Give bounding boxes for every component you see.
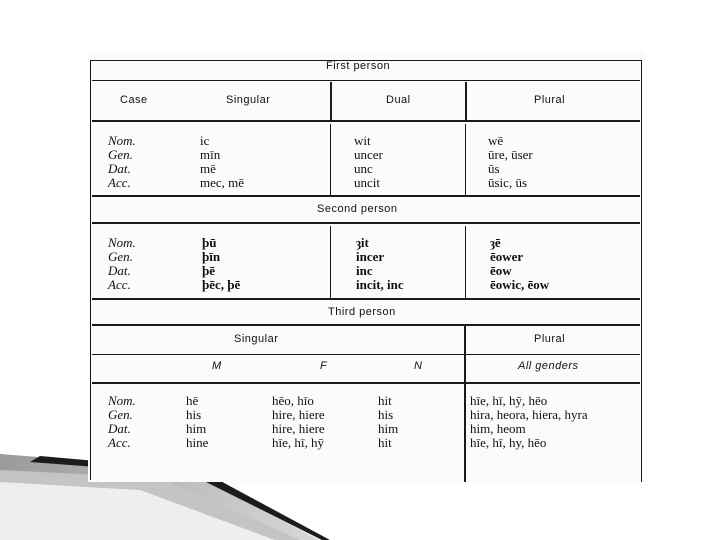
form-cell: hīe, hī, hȳ, hēo xyxy=(470,393,548,408)
form-cell: ic xyxy=(200,133,210,148)
rule-header-bottom xyxy=(92,120,640,122)
singular-heading: Singular xyxy=(226,94,271,106)
rule-col-1 xyxy=(330,82,332,120)
case-dat: Dat. xyxy=(108,161,131,176)
rule-col-third xyxy=(464,326,466,482)
form-cell: ēower xyxy=(490,249,524,264)
rule-col-2 xyxy=(465,82,467,120)
form-cell: him, heom xyxy=(470,421,526,436)
case-labels-third xyxy=(108,394,136,450)
case-acc: Acc. xyxy=(108,435,131,450)
form-cell: incer xyxy=(356,249,385,264)
form-cell: him xyxy=(378,421,399,436)
plural-heading: Plural xyxy=(534,94,566,106)
rule-col-1c xyxy=(330,226,331,298)
third-masculine-forms xyxy=(186,394,208,450)
first-plural-forms xyxy=(488,134,533,190)
case-labels-first xyxy=(108,134,136,190)
case-gen: Gen. xyxy=(108,249,133,264)
rule-col-1b xyxy=(330,124,331,196)
form-cell: þū xyxy=(202,235,217,250)
rule-gender-top xyxy=(92,354,640,355)
form-cell: hine xyxy=(186,435,209,450)
form-cell: wē xyxy=(488,133,504,148)
form-cell: ūsic, ūs xyxy=(488,175,527,190)
rule-second-top xyxy=(92,195,640,197)
neuter-heading: N xyxy=(414,360,423,372)
rule-col-2c xyxy=(465,226,466,298)
third-person-heading: Third person xyxy=(328,306,396,318)
form-cell: ēowic, ēow xyxy=(490,277,550,292)
third-feminine-forms xyxy=(272,394,325,450)
masculine-heading: M xyxy=(212,360,222,372)
case-nom: Nom. xyxy=(108,235,136,250)
third-singular-heading: Singular xyxy=(234,333,279,345)
form-cell: mīn xyxy=(200,147,221,162)
rule-left xyxy=(90,60,91,480)
form-cell: hira, heora, hiera, hyra xyxy=(470,407,588,422)
feminine-heading: F xyxy=(320,360,328,372)
form-cell: hit xyxy=(378,435,392,450)
form-cell: þīn xyxy=(202,249,221,264)
case-dat: Dat. xyxy=(108,421,131,436)
form-cell: hīe, hī, hȳ xyxy=(272,435,324,450)
form-cell: mec, mē xyxy=(200,175,245,190)
case-gen: Gen. xyxy=(108,407,133,422)
second-plural-forms xyxy=(490,236,549,292)
form-cell: hire, hiere xyxy=(272,421,325,436)
case-labels-second xyxy=(108,236,136,292)
form-cell: hit xyxy=(378,393,392,408)
form-cell: hire, hiere xyxy=(272,407,325,422)
form-cell: hē xyxy=(186,393,199,408)
rule-col-2b xyxy=(465,124,466,196)
form-cell: him xyxy=(186,421,207,436)
form-cell: hīe, hī, hy, hēo xyxy=(470,435,547,450)
dual-heading: Dual xyxy=(386,94,411,106)
first-person-heading: First person xyxy=(326,60,391,72)
form-cell: ūre, ūser xyxy=(488,147,533,162)
form-cell: hēo, hīo xyxy=(272,393,314,408)
case-acc: Acc. xyxy=(108,175,131,190)
rule-gender-bottom xyxy=(92,382,640,384)
form-cell: inc xyxy=(356,263,373,278)
form-cell: uncer xyxy=(354,147,383,162)
form-cell: uncit xyxy=(354,175,380,190)
case-acc: Acc. xyxy=(108,277,131,292)
rule-first-person xyxy=(92,80,640,81)
form-cell: mē xyxy=(200,161,216,176)
form-cell: ūs xyxy=(488,161,500,176)
case-dat: Dat. xyxy=(108,263,131,278)
form-cell: incit, inc xyxy=(356,277,404,292)
case-gen: Gen. xyxy=(108,147,133,162)
form-cell: þēc, þē xyxy=(202,277,241,292)
third-plural-heading: Plural xyxy=(534,333,566,345)
first-dual-forms xyxy=(354,134,383,190)
case-nom: Nom. xyxy=(108,393,136,408)
pronoun-table xyxy=(88,52,644,482)
third-plural-forms xyxy=(470,394,588,450)
rule-third-top xyxy=(92,298,640,300)
form-cell: his xyxy=(378,407,394,422)
second-singular-forms xyxy=(202,236,240,292)
form-cell: wit xyxy=(354,133,371,148)
third-neuter-forms xyxy=(378,394,398,450)
second-person-heading: Second person xyxy=(317,203,398,215)
case-nom: Nom. xyxy=(108,133,136,148)
form-cell: ēow xyxy=(490,263,512,278)
form-cell: ȝē xyxy=(490,235,501,250)
rule-right xyxy=(641,60,642,482)
form-cell: ȝit xyxy=(356,235,369,250)
case-heading: Case xyxy=(120,94,148,106)
form-cell: unc xyxy=(354,161,373,176)
second-dual-forms xyxy=(356,236,404,292)
form-cell: his xyxy=(186,407,202,422)
rule-second-bottom xyxy=(92,222,640,224)
form-cell: þē xyxy=(202,263,215,278)
rule-third-bottom xyxy=(92,324,640,326)
first-singular-forms xyxy=(200,134,244,190)
all-genders-heading: All genders xyxy=(518,360,579,372)
